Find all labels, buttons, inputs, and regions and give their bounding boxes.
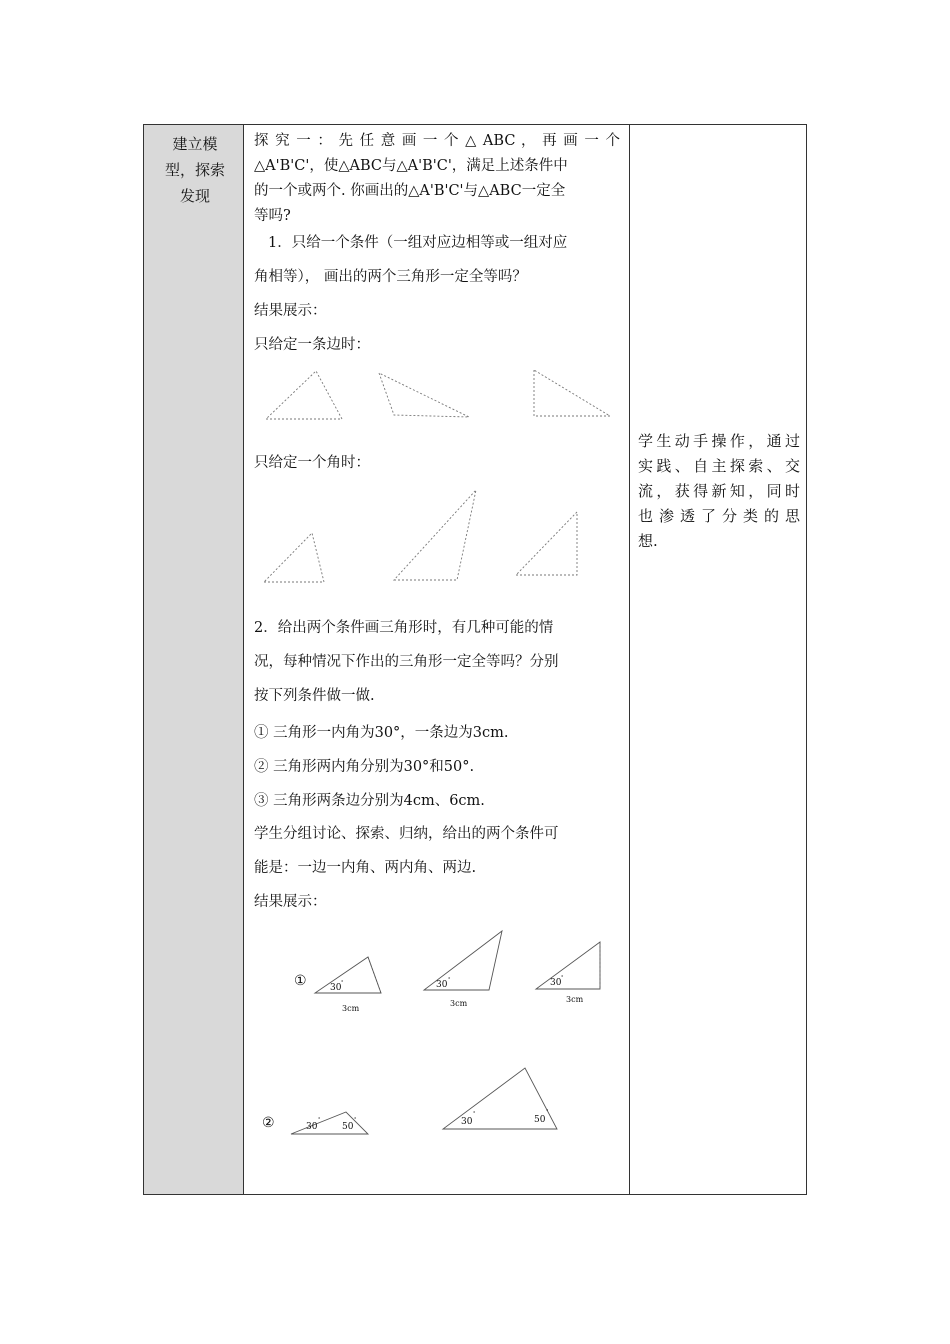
result-label: 结果展示： — [254, 894, 327, 910]
content-column — [244, 125, 630, 1194]
condition-item: ③ 三角形两条边分别为4cm、6cm. — [254, 793, 485, 809]
triangle-condition-1-c — [536, 942, 600, 989]
angle-label: 50 — [342, 1122, 354, 1132]
section-column — [144, 125, 244, 1194]
intro-line: △A'B'C'，使△ABC与△A'B'C'，满足上述条件中 — [254, 158, 568, 174]
triangle-one-angle-2 — [394, 490, 476, 580]
triangle-one-angle-3 — [516, 512, 577, 575]
angle-label: 30 — [330, 983, 342, 993]
angle-label: 30 — [461, 1117, 473, 1127]
one-angle-label: 只给定一个角时： — [254, 455, 370, 471]
triangle-one-angle-1 — [264, 533, 324, 582]
length-label: 3cm — [450, 999, 468, 1008]
triangle-one-side-1 — [266, 371, 342, 419]
degree-mark: ° — [561, 975, 564, 981]
notes-line: 也渗透了分类的思 — [638, 507, 800, 525]
result-label: 结果展示： — [254, 303, 327, 319]
triangle-one-side-2 — [379, 373, 469, 417]
degree-mark: ° — [448, 977, 451, 983]
question-2-line: 2．给出两个条件画三角形时，有几种可能的情 — [254, 620, 554, 636]
notes-column — [630, 125, 808, 1194]
degree-mark: ° — [354, 1117, 357, 1123]
notes-line: 学生动手操作，通过 — [638, 432, 800, 450]
degree-mark: ° — [473, 1111, 476, 1117]
notes-line: 想. — [638, 532, 658, 550]
length-label: 3cm — [342, 1004, 360, 1013]
angle-label: 50 — [534, 1115, 546, 1125]
condition-item: ② 三角形两内角分别为30°和50°. — [254, 759, 475, 775]
triangle-condition-2-a — [291, 1112, 368, 1134]
angle-label: 30 — [306, 1122, 318, 1132]
intro-line: 的一个或两个. 你画出的△A'B'C'与△ABC一定全 — [254, 183, 566, 199]
lesson-table — [143, 124, 807, 1195]
condition-item: ① 三角形一内角为30°，一条边为3cm. — [254, 725, 509, 741]
intro-line: 等吗? — [254, 208, 291, 224]
section-label-line: 型，探索 — [164, 161, 225, 179]
notes-line: 流，获得新知，同时 — [638, 482, 800, 500]
degree-mark: ° — [341, 980, 344, 986]
notes-line: 实践、自主探索、交 — [638, 457, 800, 475]
discussion-line: 能是：一边一内角、两内角、两边. — [254, 860, 477, 876]
section-label-line: 发现 — [179, 187, 210, 205]
intro-line: 探 究 一 ： 先 任 意 画 一 个 △ ABC ， 再 画 一 个 — [254, 133, 620, 149]
question-2-line: 按下列条件做一做. — [254, 688, 375, 704]
degree-mark: ° — [318, 1117, 321, 1123]
figure-marker-2: ② — [262, 1115, 275, 1131]
one-side-label: 只给定一条边时： — [254, 337, 370, 353]
angle-label: 30 — [436, 980, 448, 990]
length-label: 3cm — [566, 995, 584, 1004]
section-label — [162, 131, 228, 209]
discussion-line: 学生分组讨论、探索、归纳，给出的两个条件可 — [254, 826, 559, 842]
figure-marker-1: ① — [294, 973, 307, 989]
angle-label: 30 — [550, 978, 562, 988]
triangle-one-side-3 — [534, 370, 610, 416]
question-1-line: 角相等）， 画出的两个三角形一定全等吗？ — [254, 269, 527, 285]
question-1-line: 1．只给一个条件（一组对应边相等或一组对应 — [268, 235, 568, 251]
degree-mark: ° — [546, 1109, 549, 1115]
notes-text — [638, 429, 800, 554]
question-2-line: 况，每种情况下作出的三角形一定全等吗？分别 — [254, 654, 559, 670]
section-label-line: 建立模 — [172, 135, 218, 153]
triangle-condition-1-a — [315, 957, 381, 993]
